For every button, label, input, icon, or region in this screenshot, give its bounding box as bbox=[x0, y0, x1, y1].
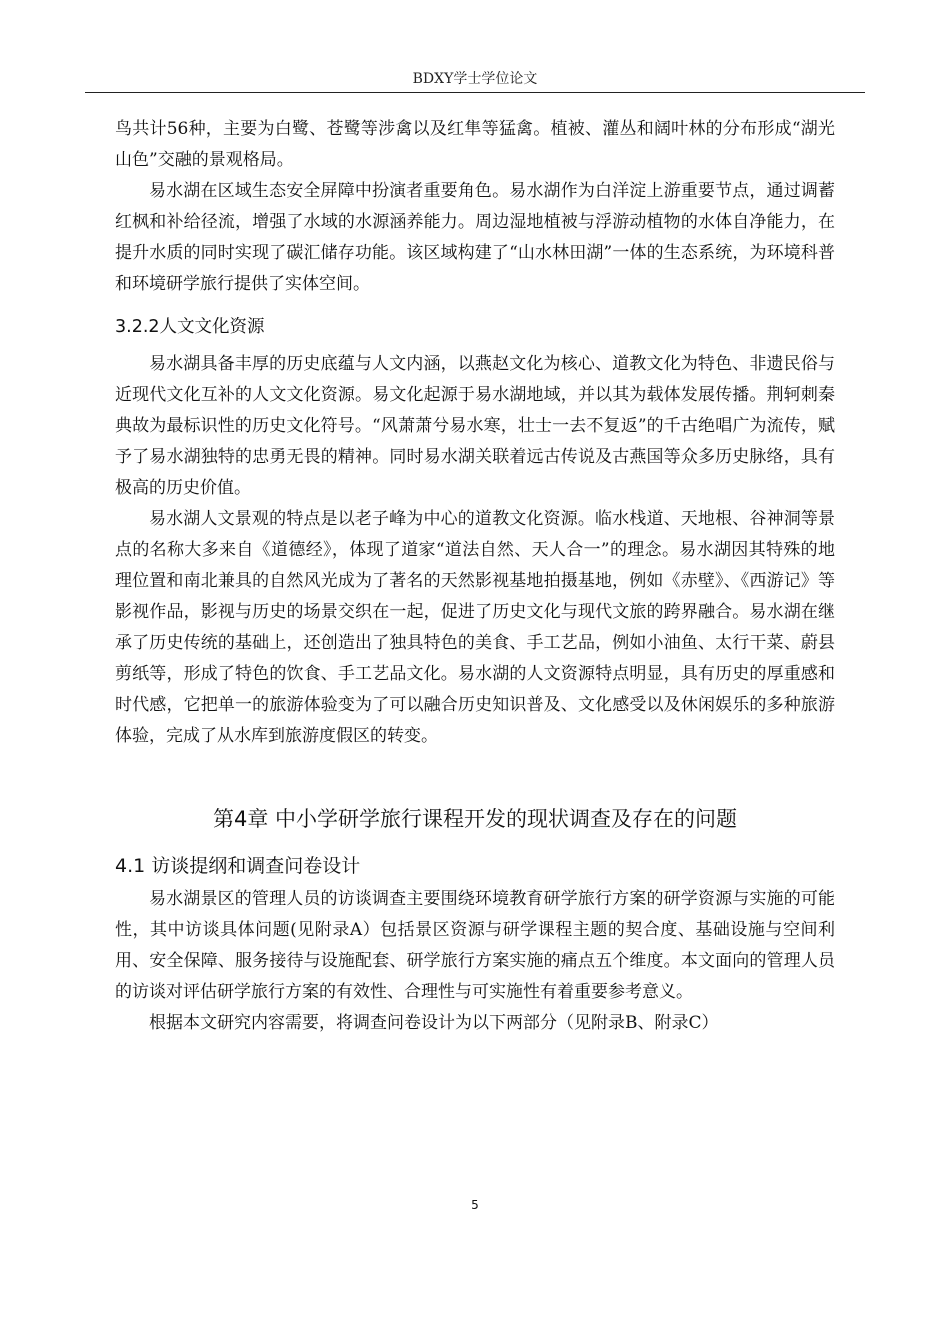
section-heading-4-1: 4.1 访谈提纲和调查问卷设计 bbox=[115, 855, 361, 877]
body-paragraph: 易水湖在区域生态安全屏障中扮演者重要角色。易水湖作为白洋淀上游重要节点，通过调蓄红枫和补给径流，增强了水域的水源涵养能力。周边湿地植被与浮游动植物的水体自净能力，在提升水质的同时实现了碳汇储存功能。该区域构建了“山水林田湖”一体的生态系统，为环境科普和环境研学旅行提供了实体空间。 bbox=[115, 181, 835, 294]
section-heading-3-2-2: 3.2.2人文文化资源 bbox=[115, 317, 265, 337]
body-paragraph: 易水湖人文景观的特点是以老子峰为中心的道教文化资源。临水栈道、天地根、谷神洞等景点的名称大多来自《道德经》，体现了道家“道法自然、天人合一”的理念。易水湖因其特殊的地理位置和南北兼具的自然风光成为了著名的天然影视基地拍摄基地，例如《赤壁》、《西游记》等影视作品，影视与历史的场景交织在一起，促进了历史文化与现代文旅的跨界融合。易水湖在继承了历史传统的基础上，还创造出了独具特色的美食、手工艺品，例如小油鱼、太行干菜、蔚县剪纸等，形成了特色的饮食、手工艺品文化。易水湖的人文资源特点明显，具有历史的厚重感和时代感，它把单一的旅游体验变为了可以融合历史知识普及、文化感受以及休闲娱乐的多种旅游体验，完成了从水库到旅游度假区的转变。 bbox=[115, 509, 835, 746]
body-paragraph: 鸟共计56种，主要为白鹭、苍鹭等涉禽以及红隼等猛禽。植被、灌丛和阔叶林的分布形成“湖光山色”交融的景观格局。 bbox=[115, 119, 835, 170]
chapter-title: 第4章 中小学研学旅行课程开发的现状调查及存在的问题 bbox=[212, 807, 738, 831]
body-paragraph: 根据本文研究内容需要，将调查问卷设计为以下两部分（见附录B、附录C） bbox=[149, 1013, 719, 1033]
body-paragraph: 易水湖具备丰厚的历史底蕴与人文内涵，以燕赵文化为核心、道教文化为特色、非遗民俗与近现代文化互补的人文文化资源。易文化起源于易水湖地域，并以其为载体发展传播。荆轲刺秦典故为最标识性的历史文化符号。“风萧萧兮易水寒，壮士一去不复返”的千古绝唱广为流传，赋予了易水湖独特的忠勇无畏的精神。同时易水湖关联着远古传说及古燕国等众多历史脉络，具有极高的历史价值。 bbox=[115, 354, 835, 498]
header-divider bbox=[85, 92, 865, 93]
page-number: 5 bbox=[471, 1198, 479, 1212]
running-header: BDXY学士学位论文 bbox=[412, 71, 538, 87]
body-paragraph: 易水湖景区的管理人员的访谈调查主要围绕环境教育研学旅行方案的研学资源与实施的可能性，其中访谈具体问题(见附录A）包括景区资源与研学课程主题的契合度、基础设施与空间利用、安全保障、服务接待与设施配套、研学旅行方案实施的痛点五个维度。本文面向的管理人员的访谈对评估研学旅行方案的有效性、合理性与可实施性有着重要参考意义。 bbox=[115, 889, 835, 1002]
page-body bbox=[115, 114, 835, 1039]
